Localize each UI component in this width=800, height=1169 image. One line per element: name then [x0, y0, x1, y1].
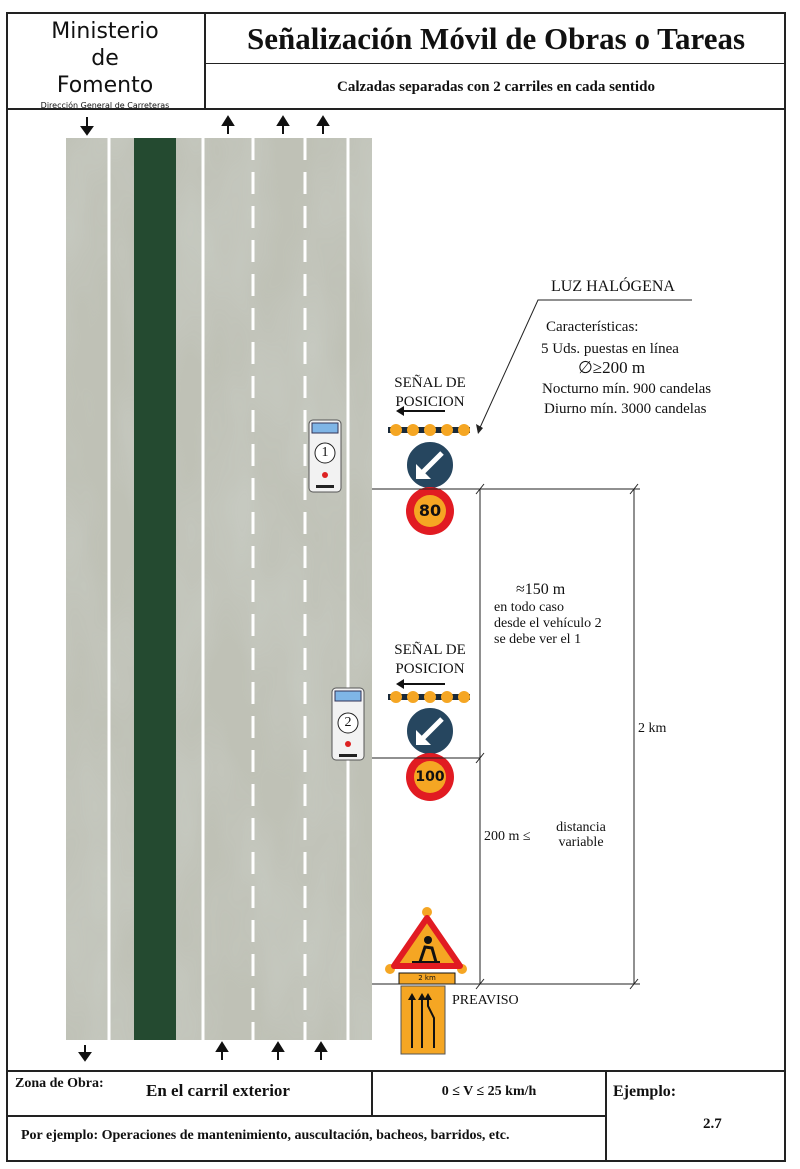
arrow-up-bottom-2: [273, 1043, 283, 1060]
speed-range: 0 ≤ V ≤ 25 km/h: [441, 1084, 537, 1099]
halogen-lights-1: [388, 424, 470, 436]
characteristics-units: 5 Uds. puestas en línea: [541, 341, 679, 357]
distance-2km-label: 2 km: [638, 721, 667, 736]
callout-arrowhead: [476, 424, 483, 434]
arrow-up-top-1: [223, 117, 233, 134]
characteristics-diameter: ∅≥200 m: [578, 358, 646, 377]
logo-line-2: de: [91, 46, 119, 71]
characteristics-day: Diurno mín. 3000 candelas: [544, 401, 707, 417]
speed-limit-100-label: 100: [415, 769, 445, 785]
halogen-light-title: LUZ HALÓGENA: [551, 278, 675, 295]
distance-variable-label-b: variable: [558, 835, 604, 850]
example-label: Ejemplo:: [613, 1083, 677, 1100]
position-sign-2-label-a: SEÑAL DE: [394, 642, 466, 658]
logo-subtitle: Dirección General de Carreteras: [40, 101, 170, 110]
zone-label: Zona de Obra:: [15, 1076, 104, 1091]
distance-150-line3: desde el vehículo 2: [494, 616, 602, 631]
arrow-down-top: [82, 117, 92, 134]
logo-line-1: Ministerio: [51, 19, 159, 44]
position-sign-2-label-b: POSICION: [395, 661, 465, 677]
road-works-sign: [385, 907, 467, 974]
preaviso-label: PREAVISO: [452, 993, 519, 1008]
vehicle-1-number: 1: [321, 445, 329, 460]
distance-variable-prefix: 200 m ≤: [484, 829, 531, 844]
position-sign-1-label-b: POSICION: [395, 394, 465, 410]
halogen-lights-2: [388, 691, 470, 703]
lane-merge-panel: [401, 986, 445, 1054]
distance-150-value: ≈150 m: [516, 581, 566, 598]
page-subtitle: Calzadas separadas con 2 carriles en cada sentido: [206, 64, 786, 110]
position-arrow-2: [396, 679, 445, 689]
distance-150-line2: en todo caso: [494, 600, 564, 615]
arrow-up-bottom-1: [217, 1043, 227, 1060]
examples-text: Por ejemplo: Operaciones de mantenimiento, auscultación, bacheos, barridos, etc.: [21, 1128, 510, 1143]
keep-left-sign-1: [406, 441, 454, 489]
keep-left-sign-2: [406, 707, 454, 755]
preaviso-plate-label: 2 km: [418, 974, 436, 982]
vehicle-2-number: 2: [344, 715, 352, 730]
arrow-up-top-3: [318, 117, 328, 134]
arrow-up-top-2: [278, 117, 288, 134]
page-title: Señalización Móvil de Obras o Tareas: [206, 12, 786, 64]
zone-value: En el carril exterior: [146, 1081, 290, 1100]
distance-150-line4: se debe ver el 1: [494, 632, 582, 647]
distance-variable-label-a: distancia: [556, 820, 606, 835]
arrow-up-bottom-3: [316, 1043, 326, 1060]
position-sign-1-label-a: SEÑAL DE: [394, 375, 466, 391]
example-value: 2.7: [703, 1116, 722, 1132]
arrow-down-bottom: [80, 1045, 90, 1060]
speed-limit-80-label: 80: [418, 501, 442, 520]
characteristics-night: Nocturno mín. 900 candelas: [542, 381, 712, 397]
road-surface: [66, 138, 372, 1040]
characteristics-heading: Características:: [546, 319, 639, 335]
logo-line-3: Fomento: [56, 73, 154, 98]
median-strip: [134, 138, 176, 1040]
